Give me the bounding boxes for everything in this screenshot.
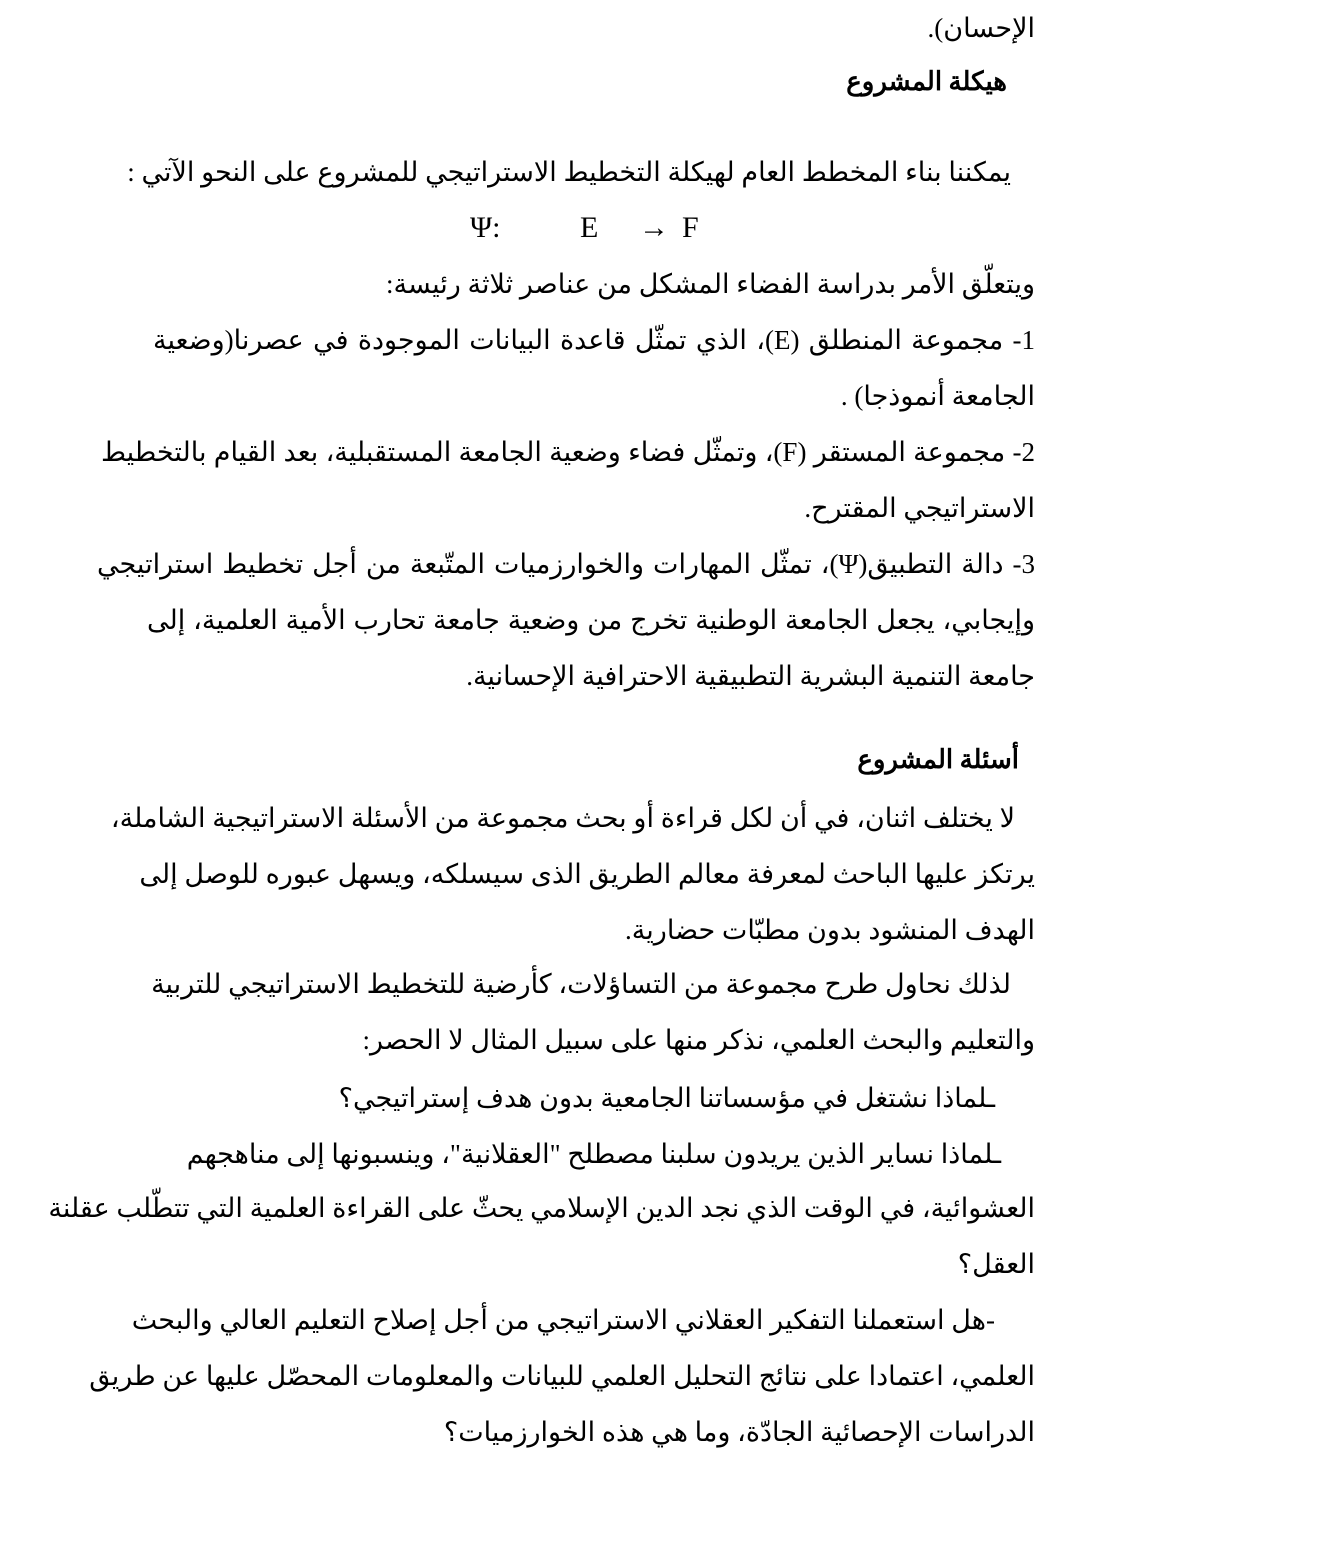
list-item-1-line-2: الجامعة أنموذجا) . (840, 381, 1035, 411)
formula-codomain-f: F (682, 211, 699, 244)
paragraph-2-line-1: لذلك نحاول طرح مجموعة من التساؤلات، كأرضية للتخطيط الاستراتيجي للتربية (151, 969, 1011, 999)
intro-line: يمكننا بناء المخطط العام لهيكلة التخطيط الاستراتيجي للمشروع على النحو الآتي : (127, 157, 1011, 187)
list-item-1-line-1: 1- مجموعة المنطلق (E)، الذي تمثّل قاعدة البيانات الموجودة في عصرنا(وضعية (153, 325, 1036, 355)
list-item-2-line-2: الاستراتيجي المقترح. (804, 493, 1035, 523)
question-3-line-1: -هل استعملنا التفكير العقلاني الاستراتيجي من أجل إصلاح التعليم العالي والبحث (131, 1305, 995, 1335)
mapping-formula (470, 208, 730, 248)
paragraph-1-line-3: الهدف المنشود بدون مطبّات حضارية. (625, 915, 1035, 945)
paragraph-2-line-2: والتعليم والبحث العلمي، نذكر منها على سبيل المثال لا الحصر: (362, 1025, 1035, 1055)
question-2-line-3: العقل؟ (957, 1249, 1035, 1279)
question-3-line-3: الدراسات الإحصائية الجادّة، وما هي هذه الخوارزميات؟ (443, 1417, 1035, 1447)
list-item-3-line-2: وإيجابي، يجعل الجامعة الوطنية تخرج من وضعية جامعة تحارب الأمية العلمية، إلى (147, 605, 1035, 635)
paragraph-1-line-1: لا يختلف اثنان، في أن لكل قراءة أو بحث مجموعة من الأسئلة الاستراتيجية الشاملة، (110, 803, 1015, 833)
question-3-line-2: العلمي، اعتمادا على نتائج التحليل العلمي للبيانات والمعلومات المحصّل عليها عن طريق (89, 1361, 1035, 1391)
list-item-3-line-3: جامعة التنمية البشرية التطبيقية الاحترافية الإحسانية. (466, 661, 1035, 691)
continuation-text: الإحسان). (927, 13, 1035, 43)
question-2-line-2: العشوائية، في الوقت الذي نجد الدين الإسلامي يحثّ على القراءة العلمية التي تتطّلب عقلنة (48, 1193, 1035, 1223)
formula-arrow: → (639, 211, 669, 244)
formula-domain-e: E (580, 211, 599, 244)
heading-project-questions: أسئلة المشروع (857, 745, 1019, 774)
question-2-line-1: ـلماذا نساير الذين يريدون سلبنا مصطلح "العقلانية"، وينسبونها إلى مناهجهم (186, 1139, 1001, 1169)
question-1: ـلماذا نشتغل في مؤسساتنا الجامعية بدون هدف إستراتيجي؟ (338, 1083, 995, 1113)
list-item-2-line-1: 2- مجموعة المستقر (F)، وتمثّل فضاء وضعية الجامعة المستقبلية، بعد القيام بالتخطيط (101, 437, 1035, 467)
list-item-3-line-1: 3- دالة التطبيق(Ψ)، تمثّل المهارات والخوارزميات المتّبعة من أجل تخطيط استراتيجي (97, 549, 1035, 579)
heading-project-structure: هيكلة المشروع (846, 67, 1007, 96)
formula-psi: Ψ: (470, 211, 501, 244)
elements-intro: ويتعلّق الأمر بدراسة الفضاء المشكل من عناصر ثلاثة رئيسة: (386, 269, 1035, 299)
paragraph-1-line-2: يرتكز عليها الباحث لمعرفة معالم الطريق الذى سيسلكه، ويسهل عبوره للوصل إلى (139, 859, 1035, 889)
